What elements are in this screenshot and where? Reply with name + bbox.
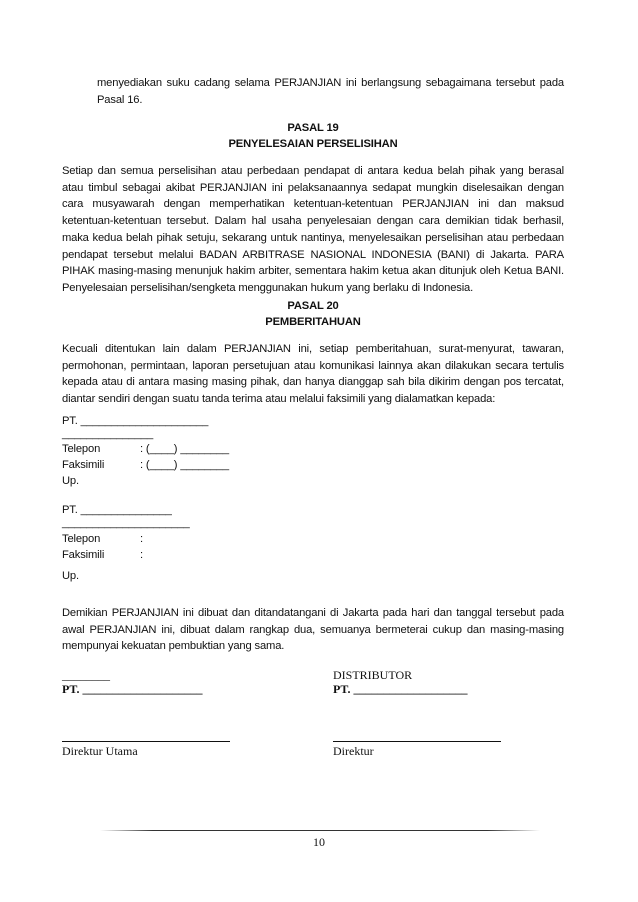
address1-pt: PT. _____________________: [62, 415, 209, 427]
address1-telepon-value: : (____) ________: [140, 443, 229, 455]
signature-right-pt: PT. ___________________: [333, 682, 468, 696]
signature-right-label: DISTRIBUTOR: [333, 668, 413, 682]
address1-up: Up.: [62, 475, 79, 487]
pasal-20-number: PASAL 20: [287, 300, 339, 312]
pasal-20-body: Kecuali ditentukan lain dalam PERJANJIAN ini, setiap pemberitahuan, surat-menyurat, tawaran, permohonan, permintaan, laporan persetujuan atau komunikasi lainnya akan dilakukan secara tertulis kepada atau di antara masing masing pihak, dan hanya dianggap sah bila dikirim dengan pos tercatat, diantar sendiri dengan suatu tanda terima atau melalui faksimili yang dialamatkan kepada:: [62, 343, 564, 406]
address2-pt: PT. _______________: [62, 504, 172, 516]
address2-faksimili-label: Faksimili: [62, 549, 105, 561]
address2-blank: _____________________: [62, 517, 190, 529]
address2-telepon-label: Telepon: [62, 533, 101, 545]
intro-continuation: menyediakan suku cadang selama PERJANJIAN ini berlangsung sebagaimana tersebut pada Pasal 16.: [97, 77, 564, 106]
address1-blank: _______________: [62, 428, 154, 440]
address1-telepon: [62, 441, 229, 458]
address1-faksimili: [62, 457, 229, 474]
address2-faksimili-value: :: [140, 549, 143, 561]
address1-faksimili-value: : (____) ________: [140, 459, 229, 471]
address2-telepon: [62, 531, 143, 548]
pasal-20-title: PEMBERITAHUAN: [265, 316, 361, 328]
signature-left-role: Direktur Utama: [62, 744, 138, 758]
pasal-19-body: Setiap dan semua perselisihan atau perbedaan pendapat di antara kedua belah pihak yang berasal atau timbul sebagai akibat PERJANJIAN ini pelaksanaannya sedapat mungkin diselesaikan dengan cara musyawarah dengan memperhatikan ketentuan-ketentuan PERJANJIAN ini dan maksud ketentuan-ketentuan tersebut. Dalam hal usaha penyelesaian dengan cara demikian tidak berhasil, maka kedua belah pihak setuju, sekarang untuk nantinya, menyelesaikan perselisihan atau perbedaan pendapat tersebut melalui BADAN ARBITRASE NASIONAL INDONESIA (BANI) di Jakarta. PARA PIHAK masing-masing menunjuk hakim arbiter, sementara hakim ketua akan ditunjuk oleh Ketua BANI. Penyelesaian perselisihan/sengketa menggunakan hukum yang berlaku di Indonesia.: [62, 165, 564, 294]
pasal-19-title: PENYELESAIAN PERSELISIHAN: [228, 138, 398, 150]
page-number: 10: [313, 835, 325, 849]
signature-left-blank: ________: [62, 668, 110, 682]
signature-left-pt: PT. ____________________: [62, 682, 203, 696]
address2-faksimili: [62, 547, 143, 564]
address2-telepon-value: :: [140, 533, 143, 545]
address1-telepon-label: Telepon: [62, 443, 101, 455]
pasal-19-number: PASAL 19: [287, 122, 339, 134]
signature-right-role: Direktur: [333, 744, 374, 758]
footer-divider: [100, 830, 540, 831]
closing-paragraph: Demikian PERJANJIAN ini dibuat dan ditandatangani di Jakarta pada hari dan tanggal tersebut pada awal PERJANJIAN ini, dibuat dalam rangkap dua, semuanya bermeterai cukup dan masing-masing mempunyai kekuatan pembuktian yang sama.: [62, 607, 564, 653]
signature-left-line: [62, 741, 230, 742]
signature-right-line: [333, 741, 501, 742]
address1-faksimili-label: Faksimili: [62, 459, 105, 471]
address2-up: Up.: [62, 570, 79, 582]
